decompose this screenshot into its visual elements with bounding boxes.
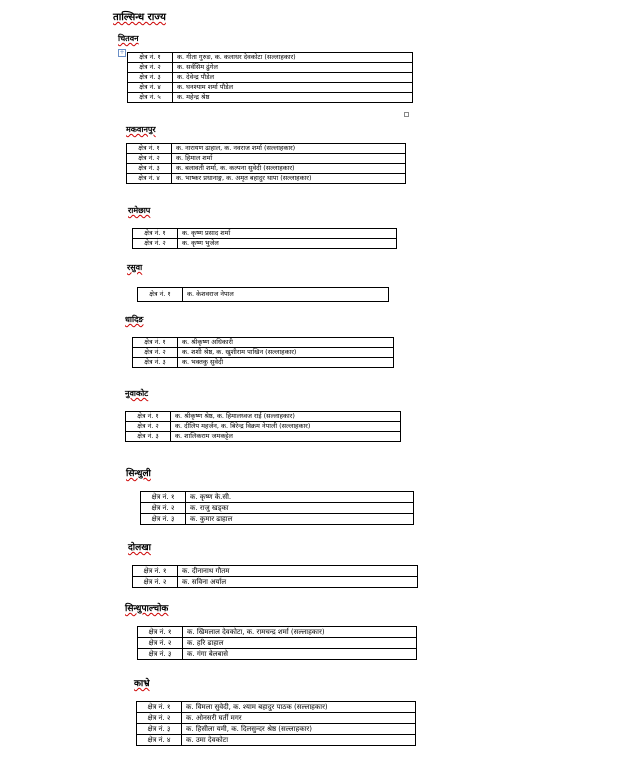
page-title: ताल्सिन्ध राज्य xyxy=(113,12,166,23)
table-row: क्षेत्र नं. १ क. कृष्ण के.सी. xyxy=(141,492,414,503)
constituency-table xyxy=(137,287,389,302)
section-chitwan xyxy=(118,33,413,103)
table-row: क्षेत्र नं. ३ क. कुमार ढाहाल xyxy=(141,514,414,525)
table-row: क्षेत्र नं. ३ क. बलावती शर्मा, क. कल्पना सुवेदी (सल्लाहकार) xyxy=(127,164,406,174)
table-resize-handle[interactable] xyxy=(404,112,409,117)
constituency-table xyxy=(137,626,417,660)
table-row: क्षेत्र नं. २ क. शशी श्रेष्ठ, क. खुशीराम पाखिन (सल्लाहकार) xyxy=(133,348,394,358)
section-title: नुवाकोट xyxy=(125,389,149,398)
section-kavre xyxy=(134,676,416,746)
table-row: क्षेत्र नं. १ क. खिमलाल देवकोटा, क. रामचन्द्र शर्मा (सल्लाहकार) xyxy=(138,627,417,638)
table-row: क्षेत्र नं. ३ क. देवेन्द्र पौडेल xyxy=(128,73,413,83)
table-row: क्षेत्र नं. ४ क. भाष्कर प्रधानाङ्ग, क. अमृत बहादुर थापा (सल्लाहकार) xyxy=(127,174,406,184)
table-row: क्षेत्र नं. २ क. राजु खड्का xyxy=(141,503,414,514)
section-sindhuli xyxy=(126,466,414,525)
table-move-handle-icon[interactable]: + xyxy=(119,49,125,56)
table-row: क्षेत्र नं. २ क. ओनसरी घर्ती मगर xyxy=(137,713,416,724)
table-row: क्षेत्र नं. २ क. दीलिप महर्जन, क. बिरेन्द्र विक्रम नेपाली (सल्लाहकार) xyxy=(126,422,401,432)
constituency-table xyxy=(126,143,406,184)
table-row: क्षेत्र नं. १ क. नारायण ढाहाल, क. नवराज शर्मा (सल्लाहकार) xyxy=(127,144,406,154)
section-sindhupalchok xyxy=(125,601,417,660)
table-row: क्षेत्र नं. १ क. कृष्ण प्रसाद शर्मा xyxy=(133,229,397,239)
section-title: चितवन xyxy=(118,34,139,43)
section-title: काभ्रे xyxy=(134,679,150,689)
table-row: क्षेत्र नं. १ क. श्रीकृष्ण श्रेष्ठ, क. हिमालध्वज राई (सल्लाहकार) xyxy=(126,412,401,422)
section-rasuwa xyxy=(127,262,389,302)
section-title: रामेछाप xyxy=(128,206,151,215)
table-row: क्षेत्र नं. ३ क. गंगा बेलबासे xyxy=(138,649,417,660)
section-nuwakot xyxy=(125,388,401,442)
table-row: क्षेत्र नं. ३ क. शालिकराम जमकट्टेल xyxy=(126,432,401,442)
constituency-table xyxy=(136,701,416,746)
table-row: क्षेत्र नं. ४ क. घनश्याम शर्मा पौडेल xyxy=(128,83,413,93)
section-title: रसुवा xyxy=(127,263,143,272)
section-title: सिन्धुपाल्चोक xyxy=(125,604,169,614)
section-title: धादिङ xyxy=(125,315,144,324)
table-row: क्षेत्र नं. ४ क. उमा देवकोटा xyxy=(137,735,416,746)
section-title: दोलखा xyxy=(128,543,151,553)
table-row: क्षेत्र नं. १ क. विमला सुवेदी, क. श्याम बहादुर पाठक (सल्लाहकार) xyxy=(137,702,416,713)
constituency-table xyxy=(132,228,397,249)
constituency-table xyxy=(132,565,418,588)
table-row: क्षेत्र नं. २ क. कृष्ण भुजेल xyxy=(133,239,397,249)
section-title: मकवानपुर xyxy=(126,125,156,134)
constituency-table xyxy=(127,52,413,103)
table-row: क्षेत्र नं. ५ क. महेन्द्र श्रेष्ठ xyxy=(128,93,413,103)
table-row: क्षेत्र नं. १ क. गीता गुरुङ, क. कलाधर देवकोटा (सल्लाहकार) xyxy=(128,53,413,63)
constituency-table xyxy=(140,491,414,525)
table-row: क्षेत्र नं. २ क. हिमाल शर्मा xyxy=(127,154,406,164)
section-makwanpur xyxy=(126,124,406,184)
section-title: सिन्धुली xyxy=(126,469,151,479)
table-row: क्षेत्र नं. १ क. केशवराज नेपाल xyxy=(138,288,389,302)
table-row: क्षेत्र नं. २ क. हरि ढाहाल xyxy=(138,638,417,649)
section-dolakha xyxy=(128,540,418,588)
table-row: क्षेत्र नं. १ क. श्रीकृष्ण अधिकारी xyxy=(133,338,394,348)
table-row: क्षेत्र नं. २ क. सविना अर्याल xyxy=(133,577,418,588)
table-row: क्षेत्र नं. १ क. दीनानाथ गौतम xyxy=(133,566,418,577)
constituency-table xyxy=(132,337,394,368)
section-ramechhap xyxy=(128,205,397,249)
section-dhading xyxy=(125,314,394,368)
table-row: क्षेत्र नं. ३ क. हिसीला यमी, क. दिलसुन्दर श्रेष्ठ (सल्लाहकार) xyxy=(137,724,416,735)
table-row: क्षेत्र नं. ३ क. भक्तकु सुवेदी xyxy=(133,358,394,368)
table-row: क्षेत्र नं. २ क. सर्वसिम ढुंगेल xyxy=(128,63,413,73)
constituency-table xyxy=(125,411,401,442)
